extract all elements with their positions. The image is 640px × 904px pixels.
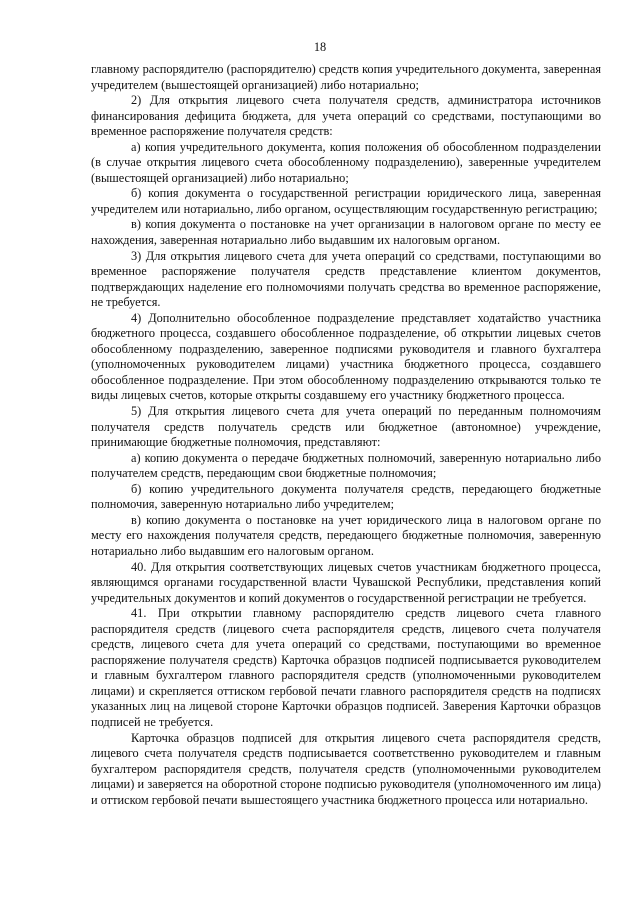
paragraph: б) копия документа о государственной регистрации юридического лица, заверенная учредителем или нотариально, либо органом, осуществляющим государственную регистрацию;	[91, 186, 601, 216]
paragraph: 3) Для открытия лицевого счета для учета операций со средствами, поступающими во временное распоряжение получателя средств представление клиентом документов, подтверждающих наделение его полномочиями получать средства во временное распоряжение, не требуется.	[91, 248, 601, 310]
paragraph: в) копию документа о постановке на учет юридического лица в налоговом органе по месту его нахождения получателя средств, передающего бюджетные полномочия, заверенную нотариально либо выдавшим его налоговым органом.	[91, 512, 601, 558]
paragraph: Карточка образцов подписей для открытия лицевого счета распорядителя средств, лицевого счета получателя средств подписывается соответственно руководителем и главным бухгалтером распорядителя средств, получателя средств (уполномоченными руководителем лицами) и заверяется на оборотной стороне подписью руководителя (уполномоченного им лица) и оттиском гербовой печати вышестоящего участника бюджетного процесса или нотариально.	[91, 730, 601, 807]
paragraph: 41. При открытии главному распорядителю средств лицевого счета главного распорядителя средств (лицевого счета распорядителя средств, лицевого счета получателя средств, лицевого счета для учета операций со средствами, поступающими во временное распоряжение получателя средств) Карточка образцов подписей подписывается руководителем и главным бухгалтером главного распорядителя средств (уполномоченными руководителем лицами) и скрепляется оттиском гербовой печати главного распорядителя средств на подписях указанных лиц на лицевой стороне Карточки образцов подписей. Заверения Карточки образцов подписей не требуется.	[91, 606, 601, 729]
paragraph: главному распорядителю (распорядителю) средств копия учредительного документа, заверенная учредителем (вышестоящей организацией) либо нотариально;	[91, 62, 601, 92]
paragraph: а) копию документа о передаче бюджетных полномочий, заверенную нотариально либо получателем средств, передающим свои бюджетные полномочия;	[91, 450, 601, 481]
document-body	[91, 62, 601, 808]
paragraph: 2) Для открытия лицевого счета получателя средств, администратора источников финансирования дефицита бюджета, для учета операций со средствами, поступающими во временное распоряжение получателя средств:	[91, 93, 601, 139]
paragraph: 5) Для открытия лицевого счета для учета операций по переданным полномочиям получателя средств получатель средств или бюджетное (автономное) учреждение, принимающие бюджетные полномочия, представляют:	[91, 404, 601, 450]
paragraph: 4) Дополнительно обособленное подразделение представляет ходатайство участника бюджетного процесса, создавшего обособленное подразделение, об открытии лицевых счетов обособленному подразделению, заверенное подписями руководителя и главного бухгалтера (уполномоченных руководителем лицами) участника бюджетного процесса, создавшего обособленное подразделение. При этом обособленному подразделению открываются только те виды лицевых счетов, которые открыты создавшему его участнику бюджетного процесса.	[91, 310, 601, 403]
page-number: 18	[313, 40, 327, 54]
paragraph: 40. Для открытия соответствующих лицевых счетов участникам бюджетного процесса, являющимся органами государственной власти Чувашской Республики, представления копий учредительных документов и копий документов о государственной регистрации не требуется.	[91, 559, 601, 605]
paragraph: б) копию учредительного документа получателя средств, передающего бюджетные полномочия, заверенную нотариально либо учредителем;	[91, 481, 601, 512]
paragraph: а) копия учредительного документа, копия положения об обособленном подразделении (в случае открытия лицевого счета обособленному подразделению), заверенные учредителем (вышестоящей организацией) либо нотариально;	[91, 139, 601, 185]
paragraph: в) копия документа о постановке на учет организации в налоговом органе по месту ее нахождения, заверенная нотариально либо выдавшим их налоговым органом.	[91, 217, 601, 248]
